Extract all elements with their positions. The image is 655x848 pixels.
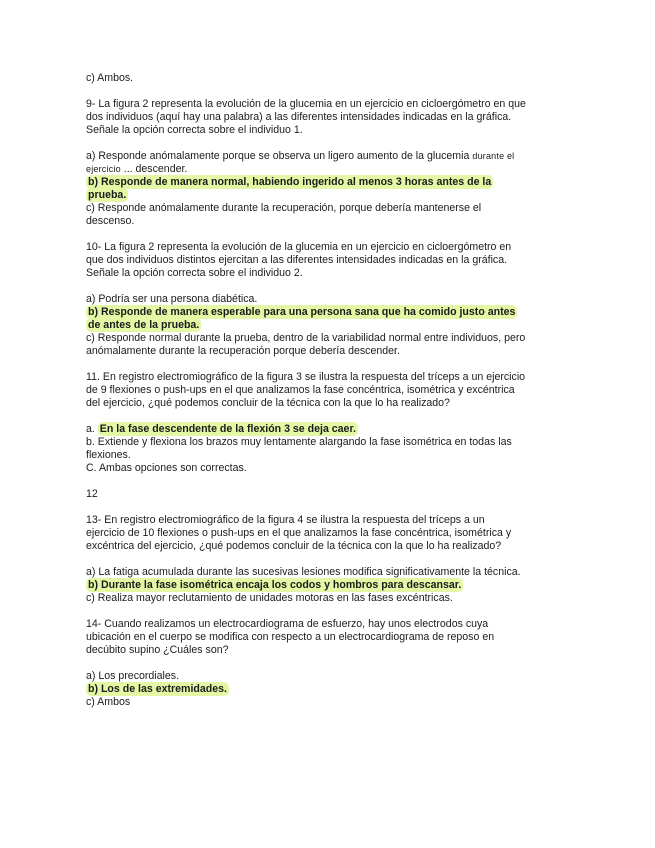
q13-stem: 13- En registro electromiográfico de la figura 4 se ilustra la respuesta del tríceps a un ejercicio de 10 flexiones o push-ups en el que analizamos la fase concéntrica, isométrica y excéntrica del ejercicio, ¿qué podemos concluir de la técnica con la que lo ha realizado? [86,514,512,552]
q11-option-a: a. En la fase descendente de la flexión 3 se deja caer. [86,423,356,435]
q14-option-c: c) Ambos [86,696,131,708]
q9-option-b-highlight: b) Responde de manera normal, habiendo ingerido al menos 3 horas antes de la prueba. [88,176,492,201]
q11-option-c: C. Ambas opciones son correctas. [86,462,247,474]
q13-option-b-highlight: b) Durante la fase isométrica encaja los codos y hombros para descansar. [88,579,462,591]
q8-option-c: c) Ambos. [86,72,134,84]
q10-option-c: c) Responde normal durante la prueba, dentro de la variabilidad normal entre individuos, pero anómalamente durante la recuperación porque debería descender. [86,332,526,357]
q9-option-c: c) Responde anómalamente durante la recuperación, porque debería mantenerse el descenso. [86,202,482,227]
q10-option-b [86,306,526,332]
q13-option-b [86,579,526,592]
document-body [86,72,526,709]
q9-option-a-small: durante el ejercicio [86,151,515,174]
q10-option-b-highlight: b) Responde de manera esperable para una persona sana que ha comido justo antes de antes de la prueba. [88,306,516,331]
q11-option-b: b. Extiende y flexiona los brazos muy lentamente alargando la fase isométrica en todas las flexiones. [86,436,512,461]
q13-option-a: a) La fatiga acumulada durante las sucesivas lesiones modifica significativamente la técnica. [86,566,521,578]
q9-stem: 9- La figura 2 representa la evolución de la glucemia en un ejercicio en cicloergómetro en que dos individuos (aquí hay una palabra) a las diferentes intensidades indicadas en la gráfica. Señale la opción correcta sobre el individuo 1. [86,98,526,136]
q14-option-a: a) Los precordiales. [86,670,180,682]
q12-number: 12 [86,488,98,500]
q11-option-a-highlight: En la fase descendente de la flexión 3 se deja caer. [99,423,356,435]
q11-stem: 11. En registro electromiográfico de la figura 3 se ilustra la respuesta del tríceps a un ejercicio de 9 flexiones o push-ups en el que analizamos la fase concéntrica, isométrica y excéntrica del ejercicio, ¿qué podemos concluir de la técnica con la que lo ha realizado? [86,371,526,409]
q10-option-a: a) Podría ser una persona diabética. [86,293,258,305]
q14-option-b [86,683,526,696]
q9-option-b [86,176,526,202]
q10-stem: 10- La figura 2 representa la evolución de la glucemia en un ejercicio en cicloergómetro en que dos individuos distintos ejercitan a las diferentes intensidades indicadas en la gráfica. Señale la opción correcta sobre el individuo 2. [86,241,512,279]
q13-option-c: c) Realiza mayor reclutamiento de unidades motoras en las fases excéntricas. [86,592,453,604]
q14-stem: 14- Cuando realizamos un electrocardiograma de esfuerzo, hay unos electrodos cuya ubicación en el cuerpo se modifica con respecto a un electrocardiograma de reposo en decúbito supino ¿Cuáles son? [86,618,495,656]
q9-option-a: a) Responde anómalamente porque se observa un ligero aumento de la glucemia durante el ejercicio ... descender. [86,150,515,175]
q14-option-b-highlight: b) Los de las extremidades. [88,683,227,695]
